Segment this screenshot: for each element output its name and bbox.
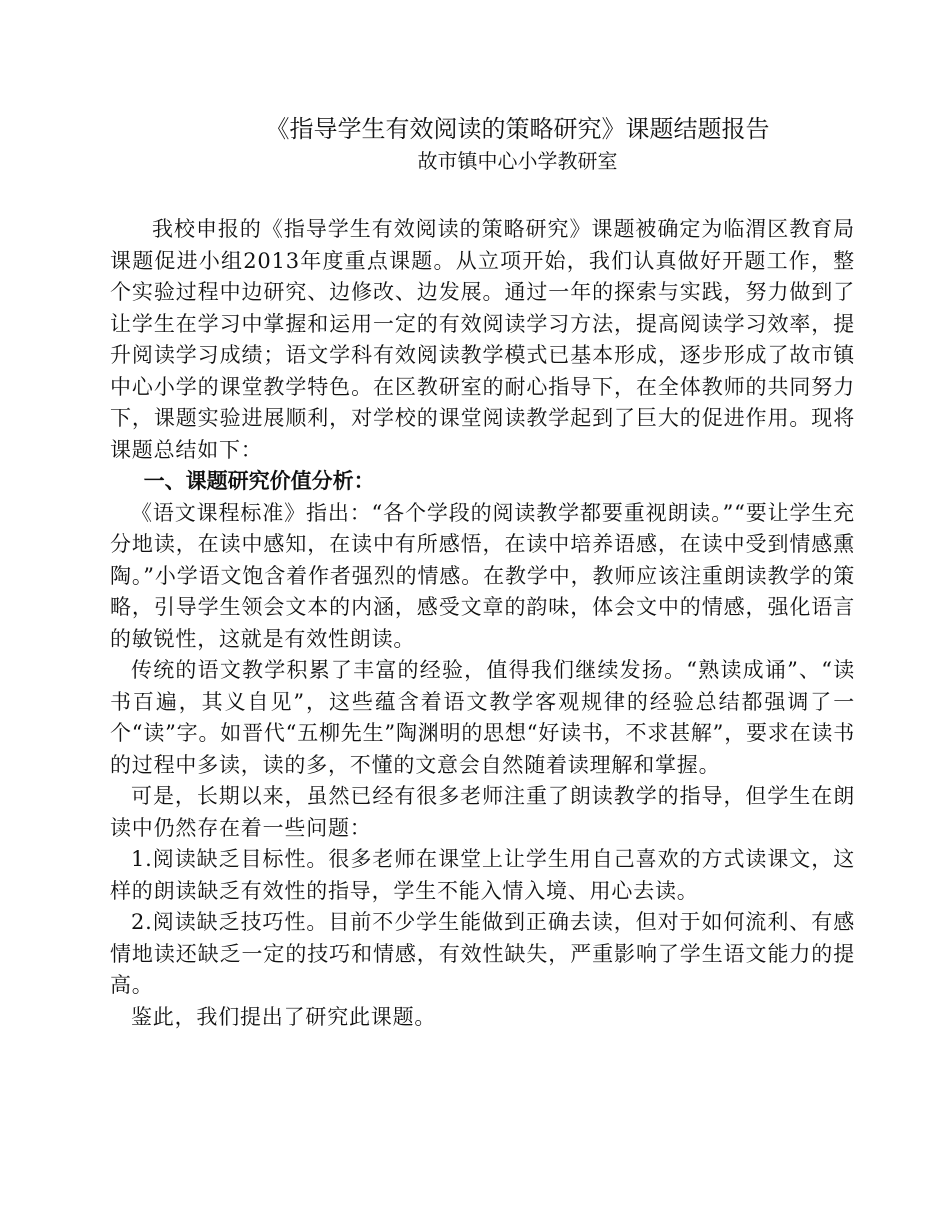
body-paragraph: 传统的语文教学积累了丰富的经验，值得我们继续发扬。“熟读成诵”、“读书百遍，其义自见”，这些蕴含着语文教学客观规律的经验总结都强调了一个“读”字。如晋代“五柳先生”陶渊明的思想“好读书，不求甚解”，要求在读书的过程中多读，读的多，不懂的文意会自然随着读理解和掌握。 xyxy=(110,658,856,777)
list-item: 2.阅读缺乏技巧性。目前不少学生能做到正确去读，但对于如何流利、有感情地读还缺乏一定的技巧和情感，有效性缺失，严重影响了学生语文能力的提高。 xyxy=(110,910,855,997)
document-page xyxy=(110,112,855,1033)
intro-paragraph: 我校申报的《指导学生有效阅读的策略研究》课题被确定为临渭区教育局课题促进小组2013年度重点课题。从立项开始，我们认真做好开题工作，整个实验过程中边研究、边修改、边发展。通过一年的探索与实践，努力做到了让学生在学习中掌握和运用一定的有效阅读学习方法，提高阅读学习效率，提升阅读学习成绩；语文学科有效阅读教学模式已基本形成，逐步形成了故市镇中心小学的课堂教学特色。在区教研室的耐心指导下，在全体教师的共同努力下，课题实验进展顺利，对学校的课堂阅读教学起到了巨大的促进作用。现将课题总结如下： xyxy=(110,217,855,462)
body-paragraph: 《语文课程标准》指出：“各个学段的阅读教学都要重视朗读。”“要让学生充分地读，在读中感知，在读中有所感悟，在读中培养语感，在读中受到情感熏陶。”小学语文饱含着作者强烈的情感。在教学中，教师应该注重朗读教学的策略，引导学生领会文本的内涵，感受文章的韵味，体会文中的情感，强化语言的敏锐性，这就是有效性朗读。 xyxy=(110,500,855,651)
list-item: 1.阅读缺乏目标性。很多老师在课堂上让学生用自己喜欢的方式读课文，这样的朗读缺乏有效性的指导，学生不能入情入境、用心去读。 xyxy=(110,847,855,903)
document-subtitle: 故市镇中心小学教研室 xyxy=(417,149,618,173)
section-heading: 一、课题研究价值分析： xyxy=(143,469,375,493)
body-paragraph: 可是，长期以来，虽然已经有很多老师注重了朗读教学的指导，但学生在朗读中仍然存在着一些问题： xyxy=(110,784,855,840)
body-paragraph: 鉴此，我们提出了研究此课题。 xyxy=(131,1004,437,1029)
document-title: 《指导学生有效阅读的策略研究》课题结题报告 xyxy=(265,115,770,143)
